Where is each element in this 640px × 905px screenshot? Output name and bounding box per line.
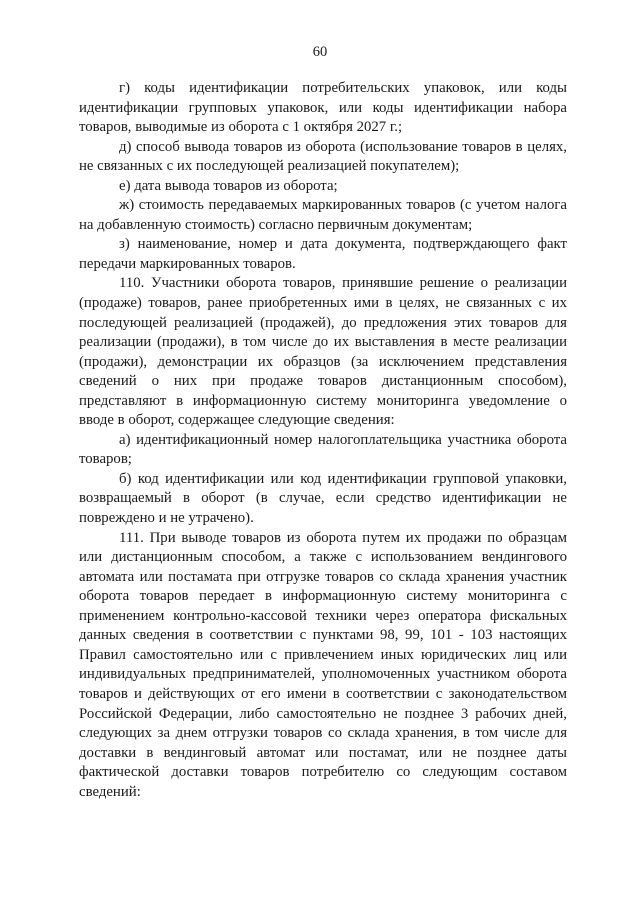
paragraph-e: е) дата вывода товаров из оборота; bbox=[119, 177, 338, 194]
paragraph-110-b: б) код идентификации или код идентификации групповой упаковки, возвращаемый в оборот (в случае, если средство идентификации не повреждено и не утрачено). bbox=[79, 470, 567, 527]
paragraph-g: г) коды идентификации потребительских упаковок, или коды идентификации групповых упаковок, или коды идентификации набора товаров, выводимые из оборота с 1 октября 2027 г.; bbox=[79, 80, 567, 136]
paragraph-d: д) способ вывода товаров из оборота (использование товаров в целях, не связанных с их последующей реализацией покупателем); bbox=[79, 138, 567, 175]
paragraph-110-a: а) идентификационный номер налогоплательщика участника оборота товаров; bbox=[79, 431, 567, 468]
paragraph-111: 111. При выводе товаров из оборота путем их продажи по образцам или дистанционным способом, а также с использованием вендингового автомата или постамата при отгрузке товаров со склада хранения участник оборота товаров передает в информационную систему мониторинга с применением контрольно-кассовой техники через оператора фискальных данных сведения в соответствии с пунктами 98, 99, 101 - 103 настоящих Правил самостоятельно или с привлечением иных юридических лиц или индивидуальных предпринимателей, уполномоченных участником оборота товаров и действующих от его имени в соответствии с законодательством Российской Федерации, либо самостоятельно не позднее 3 рабочих дней, следующих за днем отгрузки товаров со склада хранения, в том числе для доставки в вендинговый автомат или постамат, или не позднее даты фактической доставки товаров потребителю со следующим составом сведений: bbox=[79, 529, 567, 800]
page-number: 60 bbox=[312, 44, 328, 60]
paragraph-zh: ж) стоимость передаваемых маркированных товаров (с учетом налога на добавленную стоимость) согласно первичным документам; bbox=[79, 197, 567, 233]
paragraph-z: з) наименование, номер и дата документа, подтверждающего факт передачи маркированных товаров. bbox=[79, 236, 567, 272]
document-body bbox=[79, 79, 567, 802]
paragraph-110: 110. Участники оборота товаров, принявшие решение о реализации (продаже) товаров, ранее приобретенных ими в целях, не связанных с их последующей реализацией (продажей), до предложения этих товаров для реализации (продажи), в том числе до их выставления в месте реализации (продажи), демонстрации их образцов (за исключением представления сведений о них при продаже товаров дистанционным способом), представляют в информационную систему мониторинга уведомление о вводе в оборот, содержащее следующие сведения: bbox=[79, 275, 567, 429]
